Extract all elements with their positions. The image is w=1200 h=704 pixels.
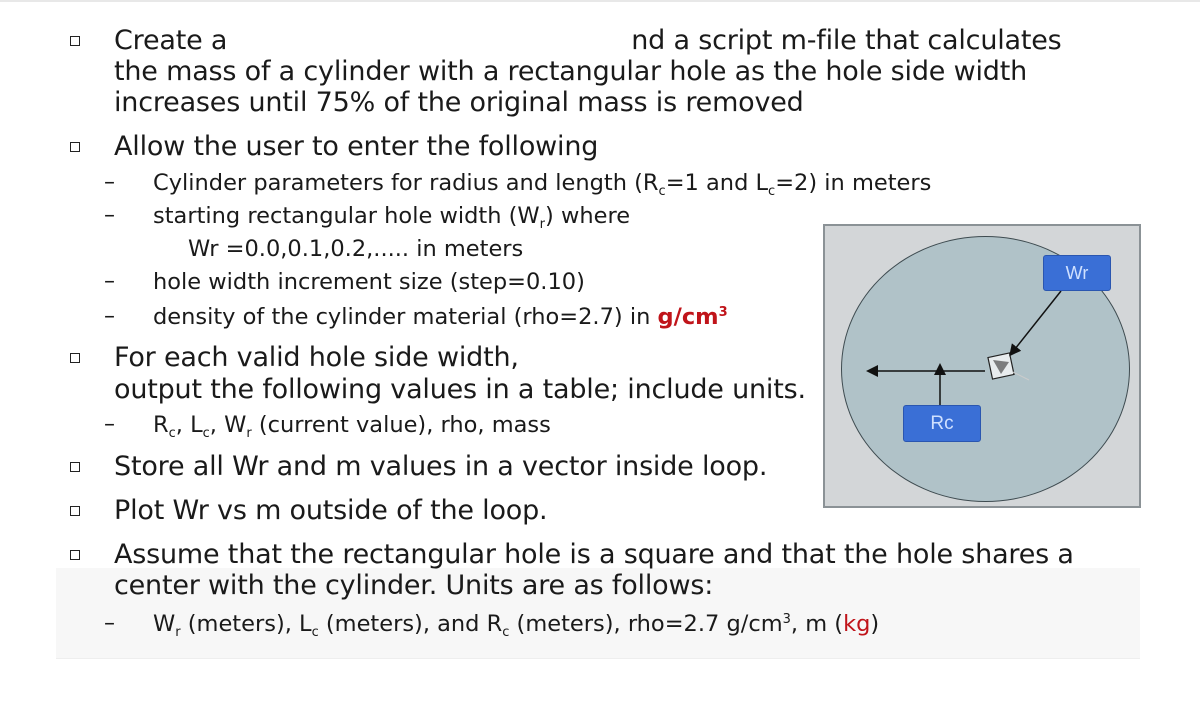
subscript: r	[175, 625, 181, 640]
cylinder-figure	[823, 224, 1141, 508]
bullet-6-line-1: Assume that the rectangular hole is a square and that the hole shares a	[114, 539, 1074, 570]
checkbox-bullet	[70, 506, 80, 516]
text: (current value), rho, mass	[251, 412, 551, 438]
dash: –	[104, 170, 115, 195]
subscript: c	[202, 426, 210, 441]
text: Create a	[114, 25, 228, 56]
subscript: r	[246, 426, 252, 441]
text: (meters), L	[180, 611, 312, 637]
text: W	[153, 611, 176, 637]
bullet-3-line-2: output the following values in a table; include units.	[114, 374, 806, 405]
sub-hole-width	[153, 203, 631, 232]
bullet-1-line-1	[114, 25, 1062, 56]
wr-pointer	[1011, 291, 1061, 354]
text: (meters), rho=2.7 g/cm	[509, 611, 783, 637]
bullet-6-line-2: center with the cylinder. Units are as follows:	[114, 570, 714, 601]
bullet-5-text: Plot Wr vs m outside of the loop.	[114, 495, 548, 526]
dash: –	[104, 203, 115, 228]
subscript: c	[311, 625, 319, 640]
unit: kg	[843, 611, 871, 637]
superscript: 3	[782, 612, 791, 627]
checkbox-bullet	[70, 353, 80, 363]
subscript: c	[168, 426, 176, 441]
top-border	[0, 0, 1200, 2]
dash: –	[104, 412, 115, 437]
text: )	[870, 611, 880, 637]
text: starting rectangular hole width (W	[153, 203, 540, 229]
text: =2) in meters	[775, 170, 932, 196]
text: , m (	[790, 611, 844, 637]
subscript: c	[768, 184, 776, 199]
sub-cylinder-params	[153, 170, 932, 199]
dash: –	[104, 611, 115, 636]
text: density of the cylinder material (rho=2.7) in	[153, 304, 658, 330]
text: (meters), and R	[318, 611, 503, 637]
rc-label: Rc	[903, 405, 981, 442]
checkbox-bullet	[70, 142, 80, 152]
unit: g/cm	[657, 304, 719, 330]
subscript: c	[658, 184, 666, 199]
sub-density	[153, 304, 728, 330]
wr-label: Wr	[1043, 255, 1111, 291]
sub-hole-width-cont: Wr =0.0,0.1,0.2,..... in meters	[188, 236, 524, 262]
sub-units	[153, 611, 880, 640]
square-hole	[988, 353, 1029, 380]
sub-output-values	[153, 412, 551, 441]
sub-step: hole width increment size (step=0.10)	[153, 269, 585, 295]
dash: –	[104, 269, 115, 294]
text: , W	[209, 412, 247, 438]
bullet-4-text: Store all Wr and m values in a vector inside loop.	[114, 451, 768, 482]
bullet-1-line-2: the mass of a cylinder with a rectangular hole as the hole side width	[114, 56, 1028, 87]
text: , L	[175, 412, 203, 438]
text: =1 and L	[665, 170, 769, 196]
checkbox-bullet	[70, 36, 80, 46]
bullet-3-line-1: For each valid hole side width,	[114, 342, 519, 373]
bullet-2-heading: Allow the user to enter the following	[114, 131, 599, 162]
superscript: 3	[718, 305, 728, 320]
subscript: r	[539, 217, 546, 232]
subscript: c	[502, 625, 510, 640]
text: Cylinder parameters for radius and length (R	[153, 170, 659, 196]
checkbox-bullet	[70, 550, 80, 560]
dash: –	[104, 304, 115, 329]
checkbox-bullet	[70, 462, 80, 472]
text: nd a script m-file that calculates	[631, 25, 1062, 56]
bullet-1-line-3: increases until 75% of the original mass is removed	[114, 87, 804, 118]
text: R	[153, 412, 169, 438]
text: ) where	[545, 203, 631, 229]
